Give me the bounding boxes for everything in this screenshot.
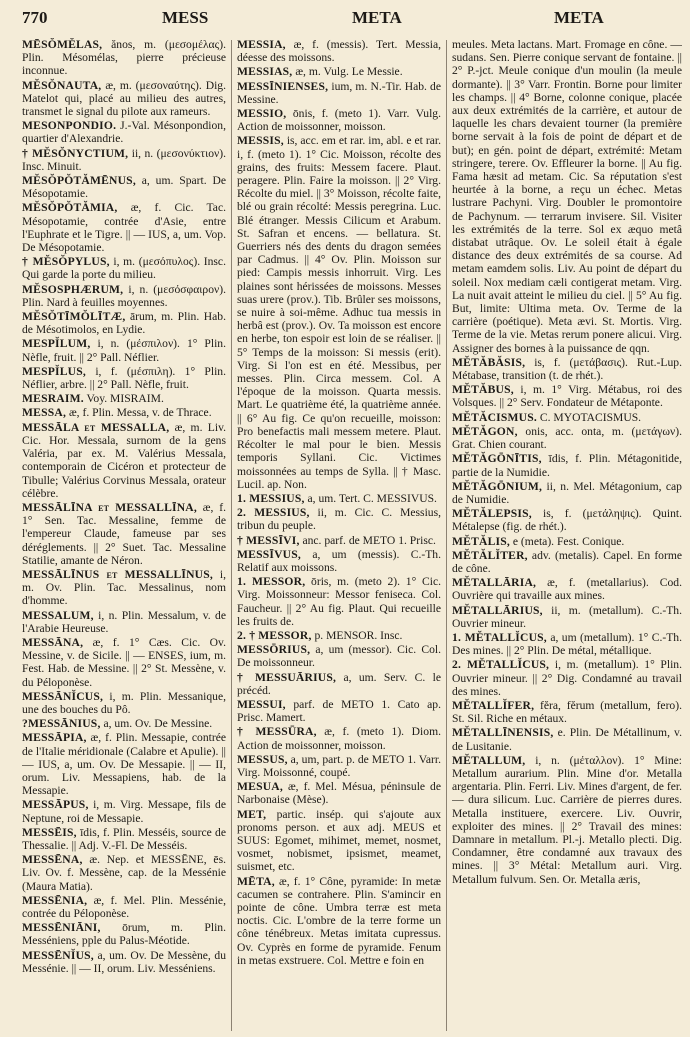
dictionary-entry [452, 754, 682, 886]
headword: MESSĒNA, [22, 853, 83, 867]
column-3 [452, 38, 682, 1031]
headword: 1. MESSIUS, [237, 491, 305, 505]
dictionary-entry [237, 38, 441, 64]
page-number: 770 [22, 8, 48, 27]
headword: MESSĀNĬCUS, [22, 689, 104, 703]
definition: i, m. 1° Virg. Métabus, roi des Volsques. || 2° Serv. Fondateur de Métaponte. [452, 383, 682, 410]
headword: MĔSŎTĪMŎLĪTÆ, [22, 310, 126, 324]
definition: ōrum, m. Plin. Messéniens, pple du Palus-Méotide. [22, 921, 226, 948]
headword: MĔTĂGŌNIUM, [452, 479, 543, 493]
headword: 2. † MESSOR, [237, 628, 312, 642]
headword: MĔTĂGŌNĪTIS, [452, 452, 542, 466]
definition: p. MENSOR. Insc. [314, 628, 403, 642]
headword: MESSŌRIUS, [237, 643, 311, 657]
dictionary-entry [22, 119, 226, 145]
headword: MESSĀLĪNUS et MESSALLĪNUS, [22, 567, 213, 581]
definition: anc. parf. de METO 1. Prisc. [302, 533, 436, 547]
definition: æ, m. Vulg. Le Messie. [295, 65, 403, 79]
headword: † MĔSŎPYLUS, [22, 255, 110, 269]
right-guide-word: META [554, 8, 604, 27]
dictionary-entry [237, 698, 441, 724]
dictionary-entry [237, 492, 441, 505]
definition: ii, n. Mel. Métagonium, cap de Numidie. [452, 479, 682, 506]
dictionary-entry [452, 383, 682, 409]
definition: ōnis, f. (meto 1). Varr. Vulg. Action de moissonner, moisson. [237, 107, 441, 134]
headword: † MESSŪRA, [237, 725, 317, 739]
dictionary-entry [22, 798, 226, 824]
definition: a, um. Serv. C. le précéd. [237, 670, 441, 697]
headword: MĔTALLĬFER, [452, 698, 535, 712]
definition: æ, f. 1° Cæs. Cic. Ov. Messine, v. de Sicile. || — ENSES, ium, m. Fest. Hab. de Messine. || 2° St. Messène, v. du Péloponèse. [22, 635, 226, 689]
dictionary-entry [452, 425, 682, 451]
definition: e (meta). Fest. Conique. [512, 534, 625, 548]
headword: 1. MESSOR, [237, 575, 306, 589]
headword: MĔSŎPŎTĂMIA, [22, 201, 118, 215]
dictionary-entry [452, 535, 682, 548]
headword: MESPĬLUS, [22, 364, 86, 378]
definition: i, m. Ov. Plin. Tac. Messalinus, nom d'homme. [22, 567, 226, 608]
dictionary-entry [237, 643, 441, 669]
headword: MĔSŎPŎTĂMĒNUS, [22, 174, 136, 188]
definition: īdis, f. Plin. Métagonitide, partie de la Numidie. [452, 452, 682, 479]
definition: æ, f. 1° Cône, pyramide: In metæ cacumen se contrahere. Plin. S'amincir en pointe de cône. Umbra terræ est meta noctis. Cic. L'ombre de la terre forme un cône ténébreux. Metas imitata cupressus. Ov. Cyprès en forme de pyramide. Fenum in metas exstruere. Col. Mettre e foin en [237, 874, 441, 967]
dictionary-entry [452, 411, 682, 424]
headword: † MESSĪVI, [237, 533, 300, 547]
headword: MESSĒNĬUS, [22, 948, 94, 962]
definition: is, f. (μετάληψις). Quint. Métalepse (fig. de rhét.). [452, 507, 682, 534]
definition: æ, f. Mel. Plin. Messénie, contrée du Péloponèse. [22, 893, 226, 920]
headword: MĔTĂBUS, [452, 383, 514, 397]
dictionary-entry [22, 609, 226, 635]
dictionary-entry [237, 80, 441, 106]
dictionary-entry [22, 717, 226, 730]
dictionary-entry [237, 629, 441, 642]
headword: ?MESSĀNIUS, [22, 717, 101, 731]
definition: C. MYOTACISMUS. [539, 410, 642, 424]
dictionary-entry [237, 107, 441, 133]
headword: MESONPONDIO. [22, 119, 117, 133]
definition: a, um. Spart. De Mésopotamie. [22, 174, 226, 201]
dictionary-entry [22, 826, 226, 852]
definition: a, um. Ov. De Messine. [103, 717, 213, 731]
headword: MESRAIM. [22, 392, 84, 406]
dictionary-entry [237, 65, 441, 78]
definition: æ, f. Mel. Mésua, péninsule de Narbonaise (Mèse). [237, 780, 441, 807]
headword: MESSUI, [237, 697, 286, 711]
definition: a, um (messis). C.-Th. Relatif aux moissons. [237, 547, 441, 574]
running-head [22, 8, 678, 34]
dictionary-entry [237, 134, 441, 490]
dictionary-entry [22, 392, 226, 405]
dictionary-entry [452, 549, 682, 575]
headword: MESSALUM, [22, 608, 94, 622]
definition: ōris, m. (meto 2). 1° Cic. Virg. Moissonneur: Messor feniseca. Col. Faucheur. || 2° Au fig. Plaut. Qui recueille les fruits de. [237, 575, 441, 628]
dictionary-entry [22, 853, 226, 893]
headword: MESSIA, [237, 38, 286, 51]
dictionary-entry [22, 283, 226, 309]
definition: æ, f. (messis). Tert. Messia, déesse des moissons. [237, 38, 441, 65]
dictionary-entry [237, 534, 441, 547]
dictionary-entry [237, 575, 441, 628]
definition: æ, f. (meto 1). Diom. Action de moissonner, moisson. [237, 725, 441, 752]
headword: MESSUS, [237, 752, 288, 766]
headword: MESPĬLUM, [22, 337, 91, 351]
definition: æ, m. Liv. Cic. Hor. Messala, surnom de la gens Valéria, par ex. M. Valérius Messala, contemporain de Cicéron et protecteur de Tibulle; Valérius Corvinus Messala, orateur célèbre. [22, 420, 226, 500]
column-divider [446, 40, 447, 1031]
definition: ium, m. N.-Tir. Hab. de Messine. [237, 79, 441, 106]
definition: Voy. MISRAIM. [86, 392, 164, 406]
dictionary-entry [22, 731, 226, 797]
headword: MESSĀPUS, [22, 798, 89, 812]
definition: i, n. (μέσπιλον). 1° Plin. Nèfle, fruit. || 2° Pall. Néflier. [22, 337, 226, 364]
definition: i, m. (metallum). 1° Plin. Ouvrier mineur. || 2° Dig. Condamné au travail des mines. [452, 658, 682, 698]
definition: a, um (metallum). 1° C.-Th. Des mines. || 2° Plin. De métal, métallique. [452, 630, 682, 658]
dictionary-entry [237, 506, 441, 532]
dictionary-entry [22, 79, 226, 119]
definition: a, um, part. p. de METO 1. Varr. Virg. Moissonné, coupé. [237, 752, 441, 779]
dictionary-entry [452, 576, 682, 602]
dictionary-entry [22, 921, 226, 947]
definition: parf. de METO 1. Cato ap. Prisc. Mamert. [237, 697, 441, 725]
headword: MESSĀLA et MESSALLA, [22, 420, 170, 434]
left-guide-word: MESS [162, 8, 209, 27]
headword: MESSIS, [237, 134, 284, 148]
dictionary-entry [237, 875, 441, 967]
definition: i, n. (μέταλλον). 1° Mine: Metallum aurarium. Plin. Mine d'or. Metalla argentaria. Plin. Ferri. Liv. Mines d'argent, de fer. — dura silicum. Luc. Carrière de pierres dures. Metalla instituere, exercere. Liv. Ouvrir, exploiter des mines. || 2° Travail des mines: Damnare in metallum. Pl.-j. Metallo plecti. Dig. Condamner, être condamné aux travaux des mines. || 3° Métal: Metallum auri. Virg. Metallum fulvum. Sen. Or. Metalla æris, [452, 753, 682, 886]
definition: īdis, f. Plin. Messéis, source de Thessalie. || Adj. V.-Fl. De Messéis. [22, 825, 226, 852]
definition: onis, acc. onta, m. (μετάγων). Grat. Chien courant. [452, 424, 682, 452]
headword: MESSA, [22, 406, 67, 420]
headword: MESSĀLĪNA et MESSALLĪNA, [22, 500, 197, 514]
definition: fĕra, fĕrum (metallum, fero). St. Sil. Riche en métaux. [452, 698, 682, 726]
headword: MESSIO, [237, 107, 287, 121]
definition: i, m. Plin. Messanique, une des bouches du Pô. [22, 689, 226, 716]
dictionary-entry [22, 201, 226, 254]
definition: æ, f. (metallarius). Cod. Ouvrière qui travaille aux mines. [452, 576, 682, 603]
definition: æ, m. (μεσοναύτης). Dig. Matelot qui, placé au milieu des autres, transmet le signal du pilote aux rameurs. [22, 78, 226, 119]
dictionary-entry [452, 356, 682, 382]
dictionary-entry [22, 690, 226, 716]
dictionary-entry [237, 725, 441, 751]
headword: MĔTĂLEPSIS, [452, 507, 532, 521]
headword: MĔTALLĀRIA, [452, 576, 537, 590]
dictionary-entry [22, 255, 226, 281]
dictionary-entry [22, 406, 226, 419]
headword: MĔTALLĀRIUS, [452, 603, 543, 617]
definition: æ. Nep. et MESSĒNE, ēs. Liv. Ov. f. Messène, cap. de la Messénie (Maura Matia). [22, 853, 226, 893]
definition: ii, m. (metallum). C.-Th. Ouvrier mineur. [452, 603, 682, 630]
headword: MĔTALLĪNENSIS, [452, 726, 554, 740]
dictionary-entry [237, 753, 441, 779]
definition: ii, n. (μεσονύκτιον). Insc. Minuit. [22, 146, 226, 173]
headword: 1. MĔTALLĬCUS, [452, 630, 547, 644]
dictionary-entry [22, 38, 226, 78]
definition: æ, f. 1° Sen. Tac. Messaline, femme de l'empereur Claude, fameuse par ses déréglements. || 2° Suet. Tac. Messaline Statilie, amante de Néron. [22, 500, 226, 567]
definition: ārum, m. Plin. Hab. de Mésotimolos, en Lydie. [22, 310, 226, 337]
definition: a, um. Ov. De Messène, du Messénie. || — II, orum. Liv. Messéniens. [22, 948, 226, 975]
dictionary-entry [452, 699, 682, 725]
headword: MET, [237, 807, 267, 821]
definition: adv. (metalis). Capel. En forme de cône. [452, 548, 682, 575]
definition: i, n. Plin. Messalum, v. de l'Arabie Heureuse. [22, 608, 226, 635]
dictionary-entry [22, 568, 226, 608]
column-divider [231, 40, 232, 1031]
dictionary-entry [22, 310, 226, 336]
headword: MESSIAS, [237, 65, 293, 79]
definition: ănos, m. (μεσομέλας). Plin. Mésomélas, pierre précieuse inconnue. [22, 38, 226, 78]
headword: MESSĪVUS, [237, 547, 301, 561]
headword: MĔSŎNAUTA, [22, 78, 102, 92]
dictionary-entry [22, 421, 226, 500]
headword: MĔTALLUM, [452, 753, 526, 767]
dictionary-entry [22, 147, 226, 173]
column-1 [22, 38, 226, 1031]
dictionary-entry [452, 726, 682, 752]
dictionary-entry [452, 604, 682, 630]
dictionary-entry [237, 780, 441, 806]
center-guide-word: META [352, 8, 402, 27]
dictionary-entry [22, 894, 226, 920]
headword: MĔTĂGON, [452, 424, 518, 438]
dictionary-entry [452, 631, 682, 657]
definition: æ, f. Cic. Tac. Mésopotamie, contrée d'Asie, entre l'Euphrate et le Tigre. || — IUS, a, um. Vop. De Mésopotamie. [22, 201, 226, 255]
headword: MĔTĂLIS, [452, 534, 510, 548]
headword: 2. MĔTALLĬCUS, [452, 658, 550, 672]
definition: e. Plin. De Métallinum, v. de Lusitanie. [452, 726, 682, 753]
dictionary-entry [237, 548, 441, 574]
headword: MESSĀPIA, [22, 731, 87, 745]
definition: i, m. (μεσόπυλος). Insc. Qui garde la porte du milieu. [22, 255, 226, 282]
headword: MESSĒNIA, [22, 893, 88, 907]
definition: J.-Val. Mésonpondion, quartier d'Alexandrie. [22, 119, 226, 146]
definition: meules. Meta lactans. Mart. Fromage en cône. — sudans. Sen. Pierre conique servant de fontaine. || 2° P.-jct. Meule conique d'un moulin (la meule dormante). || 3° Varr. Frontin. Borne pour limiter les champs. || 4° Borne, colonne conique, placée aux deux extrémités de la carrière, et autour de laquelle les chars devaient tourner (la première borne servait à la fois de point de départ et de but); en gén. point de départ, extrémité: Metam stringere, terere. Ov. Effleurer la borne. || Au fig. Fama hæsit ad metam. Cic. Sa réputation s'est heurtée à la borne, a reçu un échec. Metas lustrare Pachyni. Virg. Doubler le promontoire de Pachynum. — terrarum invisere. Sil. Visiter les extrémités de la terre. Sol ex æquo metâ distabat utrâque. Ov. Le soleil était à égale distance des deux extrémités de sa course. Ad metam eamdem solis. Liv. Au point de départ du soleil. Nox mediam cæli contigerat metam. Virg. La nuit avait atteint le milieu du ciel. || 5° Au fig. But, limite: Ultima meta. Ov. Terme de la carrière (poétique). Meta ævi. St. Mortis. Virg. Terme de la vie. Metas rerum ponere alicui. Virg. Assigner des bornes à la puissance de qqn. [452, 38, 682, 355]
definition: is, acc. em et rar. im, abl. e et rar. i, f. (meto 1). 1° Cic. Moisson, récolte des grains, des fruits: Messem facere. Plaut. peragere. Plin. Faire la moisson. || 2° Virg. Récolte du miel. || 3° Moisson, récolte faite, blé ou grain récolté: Messis peregrina. Luc. Blé étranger. Messis Cilicum et Arabum. St. Safran et encens. — bellatura. St. Guerriers nés des dents du dragon semées par Cadmus. || 4° Ov. Plin. Moisson sur pied: Campis messis inhorruit. Virg. Les plaines sont hérissées de moissons. Messes suas urere (prov.). Tib. Brûler ses moissons, se nuire à soi-même. Adhuc tua messis in herbâ est (prov.). Ov. Ta moisson est encore en herbe, ton espoir est loin de se réaliser. || 5° Temps de la moisson: Si messis (erit). Virg. Si l'on est en été. Messibus, per messes. Plin. Circa messem. Col. A l'époque de la moisson. Quarta messis. Mart. Le quatrième été, la quatrième année. || 6° Au fig. Ce qu'on recueille, moisson: Pro benefactis mali messem metere. Plaut. Récolter le mal pour le bien. Messis temporis Syllani. Cic. Victimes moissonnées au temps de Sylla. || † Masc. Lucil. ap. Non. [237, 134, 441, 491]
column-2 [237, 38, 441, 1031]
definition: i, f. (μέσπιλη). 1° Plin. Néflier, arbre. || 2° Pall. Nèfle, fruit. [22, 364, 226, 392]
dictionary-entry [22, 174, 226, 200]
dictionary-entry [452, 38, 682, 355]
headword: MĔSOSPHÆRUM, [22, 282, 124, 296]
dictionary-entry [452, 658, 682, 698]
headword: MESSĒNIĀNI, [22, 921, 101, 935]
dictionary-entry [22, 636, 226, 689]
dictionary-entry [452, 452, 682, 478]
definition: ii, m. Cic. C. Messius, tribun du peuple. [237, 506, 441, 533]
headword: MESUA, [237, 780, 283, 794]
definition: is, f. (μετάβασις). Rut.-Lup. Métabase, transition (t. de rhét.). [452, 355, 682, 383]
definition: æ, f. Plin. Messa, v. de Thrace. [68, 406, 212, 420]
dictionary-entry [22, 365, 226, 391]
headword: MESSĒIS, [22, 825, 77, 839]
definition: i, m. Virg. Messape, fils de Neptune, roi de Messapie. [22, 798, 226, 825]
dictionary-entry [237, 808, 441, 874]
headword: 2. MESSIUS, [237, 506, 310, 520]
definition: a, um. Tert. C. MESSIVUS. [307, 491, 437, 505]
headword: MĒTA, [237, 874, 275, 888]
dictionary-entry [22, 501, 226, 567]
headword: MĔTĂCISMUS. [452, 410, 537, 424]
headword: † MESSUĀRIUS, [237, 670, 337, 684]
headword: MĔTĂBĂSIS, [452, 355, 526, 369]
definition: partic. insép. qui s'ajoute aux pronoms person. et aux adj. MEUS et SUUS: Egomet, mihimet, memet, nosmet, vosmet, nobismet, ipsismet, meamet, suismet, etc. [237, 807, 441, 874]
definition: a, um (messor). Cic. Col. De moissonneur. [237, 643, 441, 670]
headword: † MĔSŎNYCTIUM, [22, 146, 129, 160]
headword: MĔTĂLĬTER, [452, 548, 528, 562]
headword: MESSĪNIENSES, [237, 79, 329, 93]
headword: MĒSŎMĔLAS, [22, 38, 103, 51]
dictionary-entry [452, 507, 682, 533]
dictionary-entry [22, 337, 226, 363]
definition: æ, f. Plin. Messapie, contrée de l'Italie méridionale (Calabre et Apulie). || — IUS, a, um. Ov. De Messapie. || — II, orum. Liv. Messapiens, hab. de la Messapie. [22, 731, 226, 798]
dictionary-entry [237, 671, 441, 697]
dictionary-entry [452, 480, 682, 506]
dictionary-entry [22, 949, 226, 975]
definition: i, n. (μεσόσφαιρον). Plin. Nard à feuilles moyennes. [22, 282, 226, 309]
headword: MESSĀNA, [22, 635, 84, 649]
